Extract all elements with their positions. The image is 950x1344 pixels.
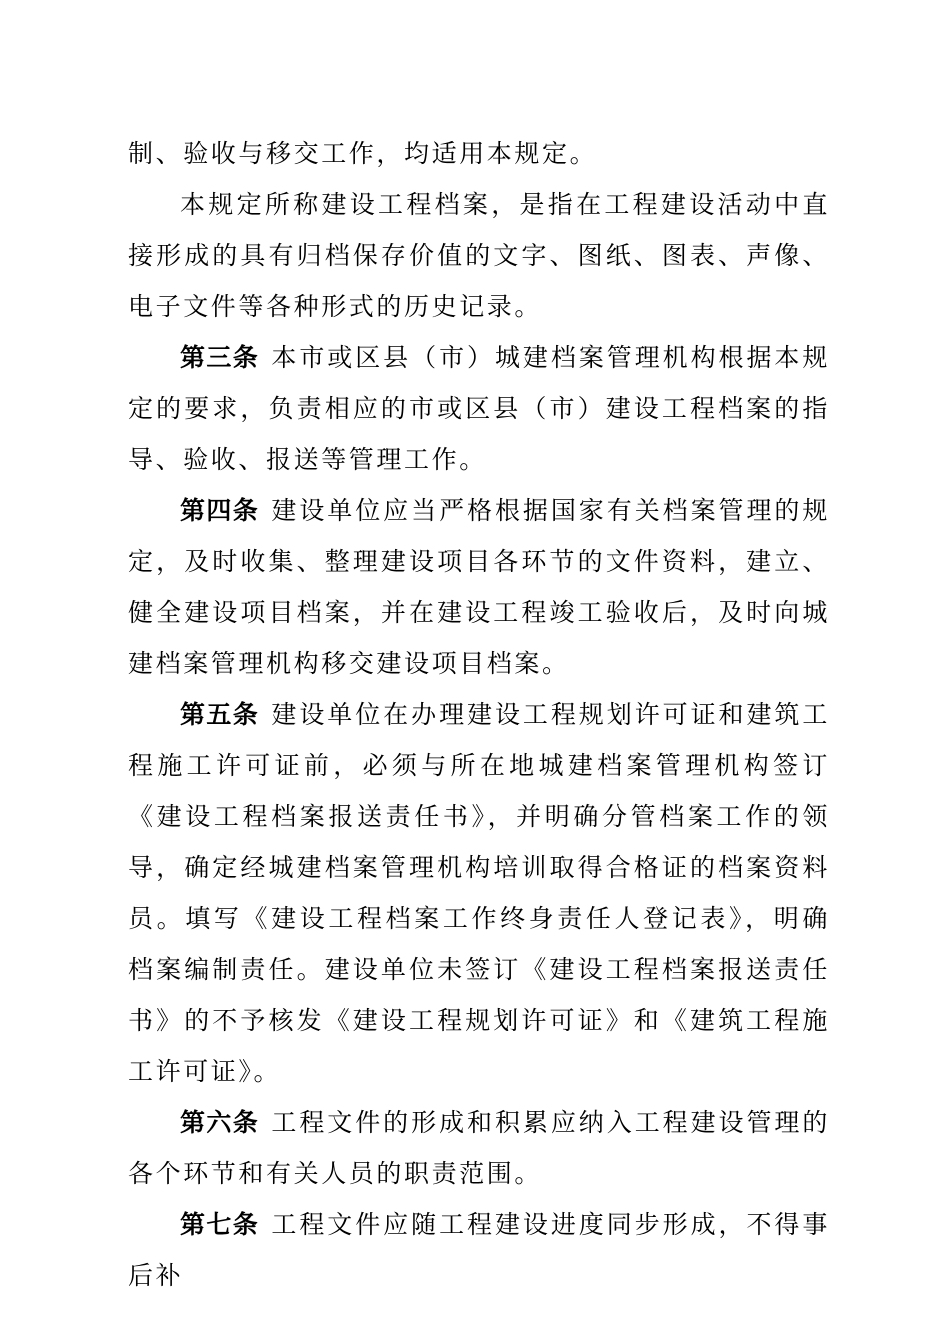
paragraph-text: 本规定所称建设工程档案，是指在工程建设活动中直接形成的具有归档保存价值的文字、图纸、图表、声像、电子文件等各种形式的历史记录。 <box>128 190 830 321</box>
document-body <box>128 128 830 1301</box>
article-text: 工程文件应随工程建设进度同步形成，不得事后补 <box>128 1210 830 1290</box>
paragraph-1 <box>128 128 830 179</box>
paragraph-text: 制、验收与移交工作，均适用本规定。 <box>128 139 598 168</box>
article-number: 第五条 <box>180 700 260 729</box>
article-text: 本市或区县（市）城建档案管理机构根据本规定的要求，负责相应的市或区县（市）建设工程档案的指导、验收、报送等管理工作。 <box>128 343 830 474</box>
article-6 <box>128 1097 830 1199</box>
article-4 <box>128 485 830 689</box>
article-number: 第七条 <box>180 1210 260 1239</box>
article-number: 第四条 <box>180 496 260 525</box>
article-number: 第六条 <box>180 1108 260 1137</box>
article-text: 建设单位在办理建设工程规划许可证和建筑工程施工许可证前，必须与所在地城建档案管理机构签订《建设工程档案报送责任书》，并明确分管档案工作的领导，确定经城建档案管理机构培训取得合格证的档案资料员。填写《建设工程档案工作终身责任人登记表》，明确档案编制责任。建设单位未签订《建设工程档案报送责任书》的不予核发《建设工程规划许可证》和《建筑工程施工许可证》。 <box>128 700 830 1086</box>
article-5 <box>128 689 830 1097</box>
article-text: 建设单位应当严格根据国家有关档案管理的规定，及时收集、整理建设项目各环节的文件资料，建立、健全建设项目档案，并在建设工程竣工验收后，及时向城建档案管理机构移交建设项目档案。 <box>128 496 830 678</box>
article-3 <box>128 332 830 485</box>
article-7 <box>128 1199 830 1301</box>
paragraph-2 <box>128 179 830 332</box>
article-text: 工程文件的形成和积累应纳入工程建设管理的各个环节和有关人员的职责范围。 <box>128 1108 830 1188</box>
article-number: 第三条 <box>180 343 260 372</box>
